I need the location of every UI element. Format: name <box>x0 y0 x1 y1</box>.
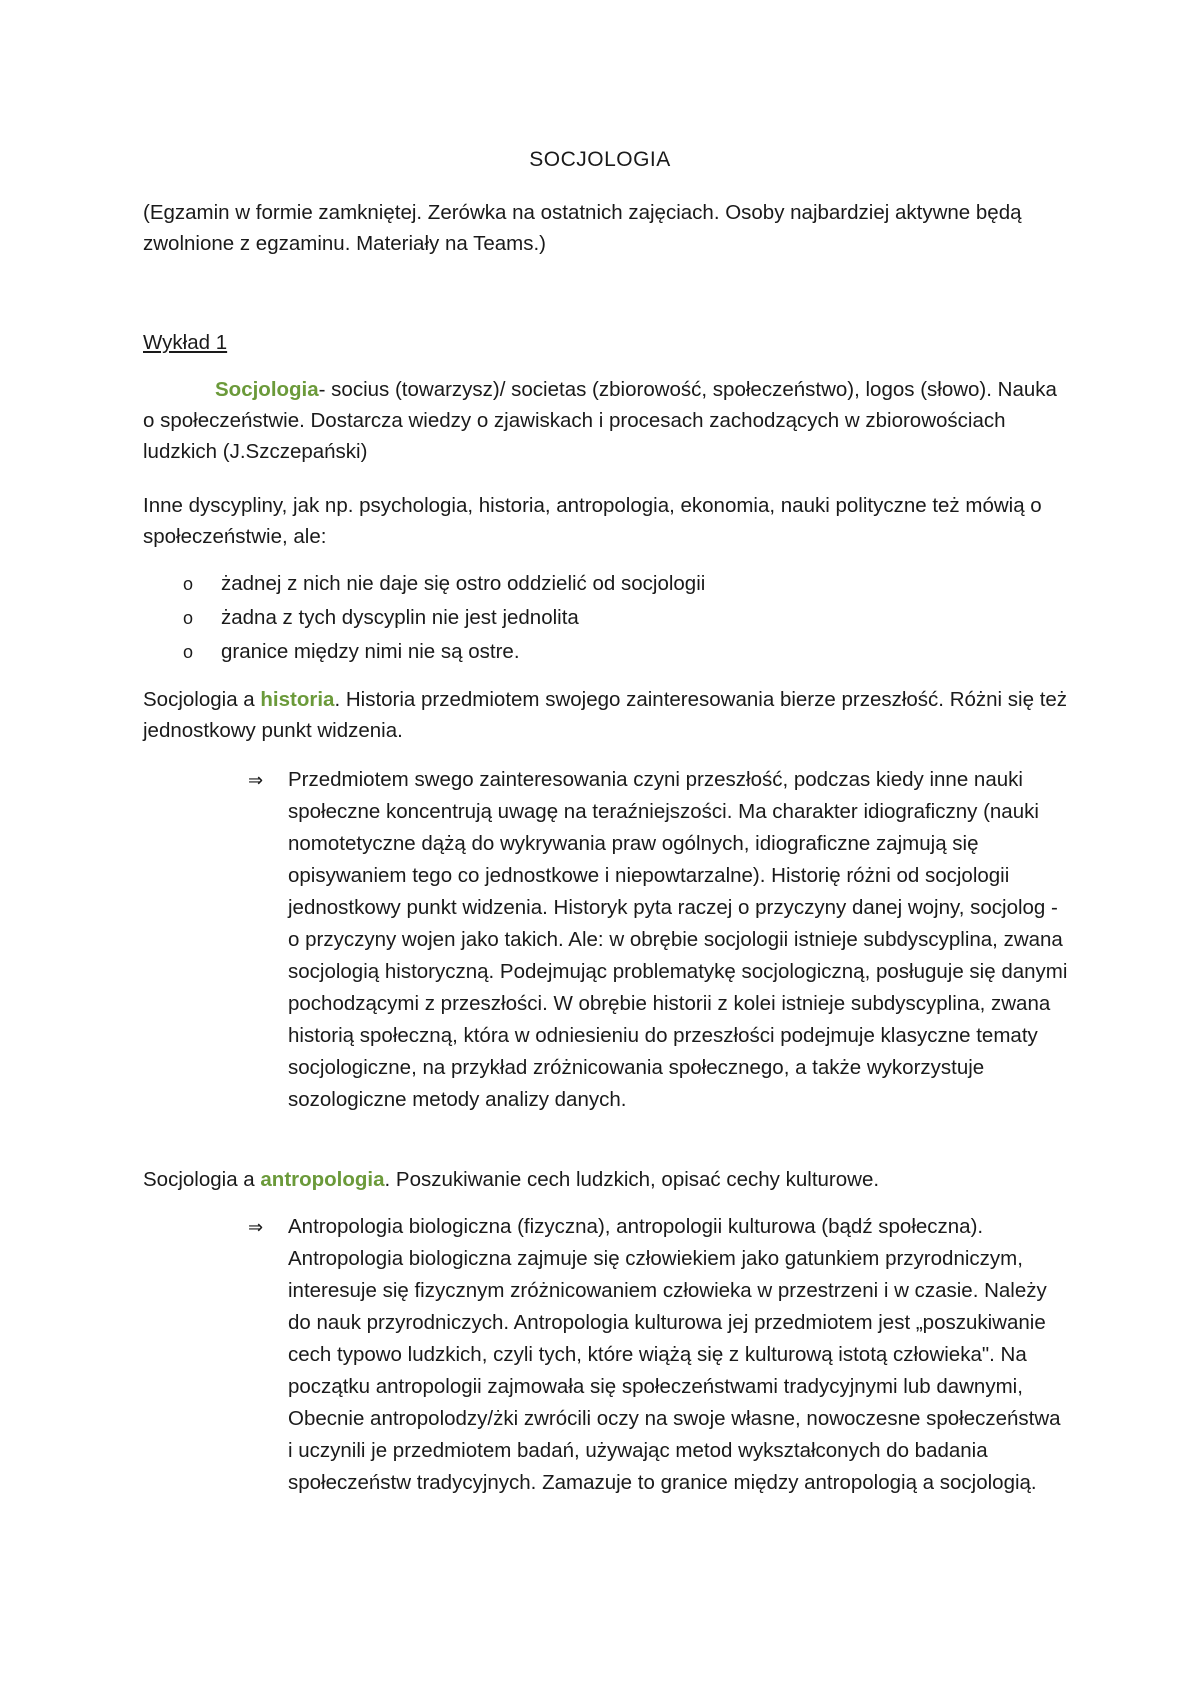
double-arrow-icon: ⇒ <box>248 770 264 790</box>
exam-note: (Egzamin w formie zamkniętej. Zerówka na ostatnich zajęciach. Osoby najbardziej aktywne będą zwolnione z egzaminu. Materiały na Teams.) <box>143 201 1022 255</box>
definition-text: - socius (towarzysz)/ societas (zbiorowość, społeczeństwo), logos (słowo). Nauka o społeczeństwie. Dostarcza wiedzy o zjawiskach i procesach zachodzących w zbiorowościach ludzkich (J.Szczepański) <box>143 378 1057 463</box>
anthropology-paragraph <box>143 1164 1073 1195</box>
document-title: SOCJOLOGIA <box>529 148 671 171</box>
circle-bullet-icon: o <box>183 642 194 662</box>
anthropology-term: antropologia <box>260 1168 385 1191</box>
history-detail <box>248 764 1068 1116</box>
lecture-heading: Wykład 1 <box>143 331 228 354</box>
history-text: . Historia przedmiotem swojego zainteresowania bierze przeszłość. Różni się też jednostkowy punkt widzenia. <box>143 688 1068 742</box>
double-arrow-icon: ⇒ <box>248 1217 264 1237</box>
circle-bullet-icon: o <box>183 574 194 594</box>
definition-indent <box>143 378 215 401</box>
history-detail-text: Przedmiotem swego zainteresowania czyni przeszłość, podczas kiedy inne nauki społeczne koncentrują uwagę na teraźniejszości. Ma charakter idiograficzny (nauki nomotetyczne dążą do wykrywania praw ogólnych, idiograficzne zajmują się opisywaniem tego co jednostkowe i niepowtarzalne). Historię różni od socjologii jednostkowy punkt widzenia. Historyk pyta raczej o przyczyny danej wojny, socjolog - o przyczyny wojen jako takich. Ale: w obrębie socjologii istnieje subdyscyplina, zwana socjologią historyczną. Podejmując problematykę socjologiczną, posługuje się danymi pochodzącymi z przeszłości. W obrębie historii z kolei istnieje subdyscyplina, zwana historią społeczną, która w odniesieniu do przeszłości podejmuje klasyczne tematy socjologiczne, na przykład zróżnicowania społecznego, a także wykorzystuje sozologiczne metody analizy danych. <box>288 768 1068 1111</box>
anthropology-detail-text: Antropologia biologiczna (fizyczna), antropologii kulturowa (bądź społeczna). Antropologia biologiczna zajmuje się człowiekiem jako gatunkiem przyrodniczym, interesuje się fizycznym zróżnicowaniem człowieka w przestrzeni i w czasie. Należy do nauk przyrodniczych. Antropologia kulturowa jej przedmiotem jest „poszukiwanie cech typowo ludzkich, czyli tych, które wiążą się z kulturową istotą człowieka". Na początku antropologii zajmowała się społeczeństwami tradycyjnymi lub dawnymi, Obecnie antropolodzy/żki zwrócili oczy na swoje własne, nowoczesne społeczeństwa i uczynili je przedmiotem badań, używając metod wykształconych do badania społeczeństw tradycyjnych. Zamazuje to granice między antropologią a socjologią. <box>288 1215 1061 1494</box>
other-disciplines-paragraph: Inne dyscypliny, jak np. psychologia, historia, antropologia, ekonomia, nauki polityczne też mówią o społeczeństwie, ale: <box>143 494 1042 548</box>
list-item: o granice między nimi nie są ostre. <box>143 635 1043 669</box>
history-term: historia <box>260 688 335 711</box>
list-item: o żadna z tych dyscyplin nie jest jednolita <box>143 601 1043 635</box>
history-paragraph <box>143 684 1073 746</box>
anthropology-prefix: Socjologia a <box>143 1168 261 1191</box>
disciplines-list <box>143 567 1043 669</box>
circle-bullet-icon: o <box>183 608 194 628</box>
definition-paragraph <box>143 374 1073 467</box>
anthropology-detail <box>248 1211 1068 1499</box>
history-prefix: Socjologia a <box>143 688 261 711</box>
list-item: o żadnej z nich nie daje się ostro oddzielić od socjologii <box>143 567 1043 601</box>
anthropology-text: . Poszukiwanie cech ludzkich, opisać cechy kulturowe. <box>384 1168 880 1191</box>
definition-term: Socjologia <box>215 378 319 401</box>
